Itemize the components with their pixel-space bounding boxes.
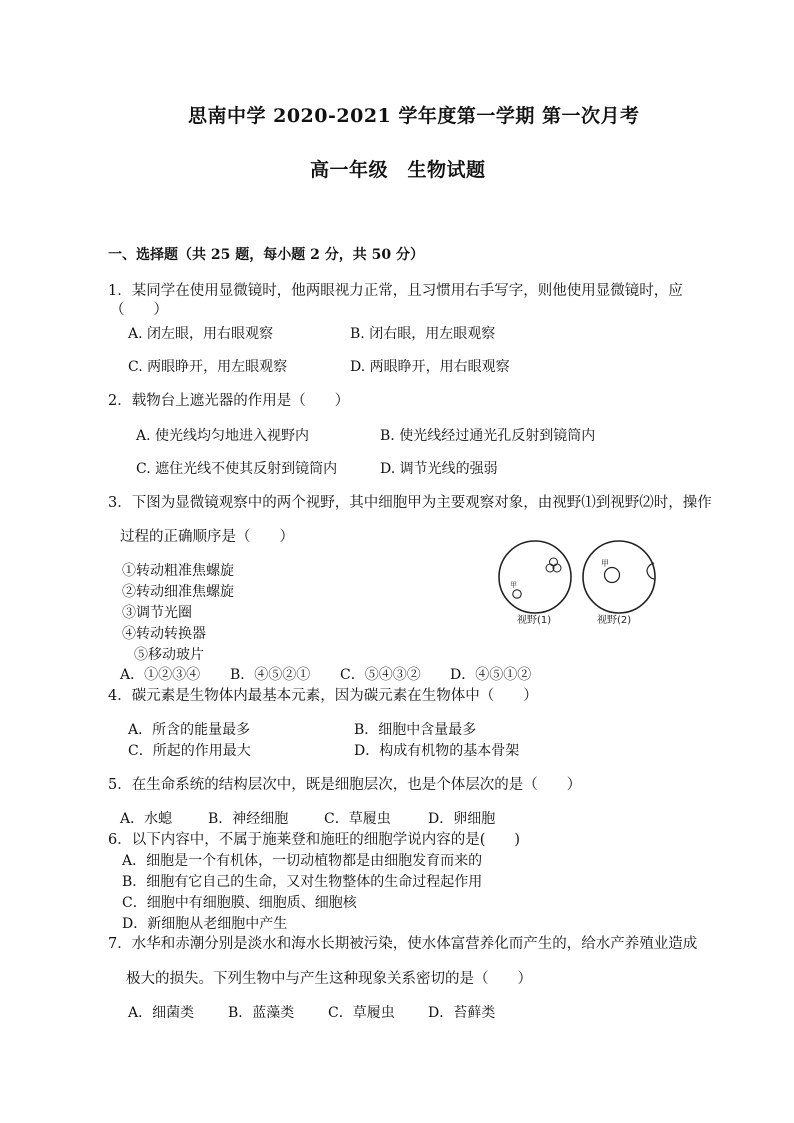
- step-item: ④转动转换器: [122, 626, 206, 642]
- option-c: C．草履虫: [328, 1005, 395, 1021]
- option-a: A. 闭左眼，用右眼观察: [128, 326, 274, 342]
- option-a: A．水螅: [120, 811, 173, 827]
- cell-jia-1: [513, 590, 521, 598]
- option-a: A．所含的能量最多: [128, 722, 251, 738]
- option-c: C．草履虫: [324, 811, 391, 827]
- option-d: D. 两眼睁开，用右眼观察: [350, 359, 510, 375]
- option-d: D．新细胞从老细胞中产生: [122, 916, 288, 932]
- field-1-label: 视野(1): [517, 615, 552, 626]
- cell-mark-1: 甲: [510, 581, 517, 589]
- question-stem: 5．在生命系统的结构层次中，既是细胞层次，也是个体层次的是（ ）: [108, 777, 582, 793]
- option-a: A．细菌类: [128, 1005, 195, 1021]
- field-2-label: 视野(2): [597, 615, 632, 626]
- cell-mark-2: 甲: [601, 559, 609, 568]
- option-c: C. 遮住光线不使其反射到镜筒内: [136, 461, 338, 477]
- option-d: D. 调节光线的强弱: [380, 461, 498, 477]
- option-c: C．⑤④③②: [340, 667, 421, 683]
- question-stem: 1．某同学在使用显微镜时，他两眼视力正常，且习惯用右手写字，则他使用显微镜时，应: [108, 283, 683, 299]
- question-stem: 4．碳元素是生物体内最基本元素，因为碳元素在生物体中（ ）: [108, 688, 538, 704]
- option-a: A. 使光线均匀地进入视野内: [136, 428, 310, 444]
- step-item: ⑤移动玻片: [134, 647, 204, 663]
- field-1-circle: [499, 541, 571, 613]
- question-stem-cont: 极大的损失。下列生物中与产生这种现象关系密切的是（ ）: [126, 971, 532, 987]
- option-b: B．④⑤②①: [230, 667, 311, 683]
- option-a: A．细胞是一个有机体，一切动植物都是由细胞发育而来的: [122, 853, 483, 869]
- option-a: A．①②③④: [120, 667, 201, 683]
- question-stem-cont: （ ）: [110, 302, 168, 318]
- option-b: B. 使光线经过通光孔反射到镜筒内: [380, 428, 596, 444]
- question-stem: 2．载物台上遮光器的作用是（ ）: [108, 393, 350, 409]
- cell-cluster: [550, 558, 558, 566]
- section-heading: 一、选择题（共 25 题，每小题 2 分，共 50 分）: [108, 247, 424, 263]
- exam-subtitle: 高一年级 生物试题: [310, 159, 486, 181]
- question-stem: 6．以下内容中，不属于施莱登和施旺的细胞学说内容的是( ): [108, 832, 521, 848]
- option-b: B．蓝藻类: [228, 1005, 295, 1021]
- question-stem: 7．水华和赤潮分别是淡水和海水长期被污染，使水体富营养化而产生的，给水产养殖业造成: [108, 936, 698, 952]
- exam-title: 思南中学 2020-2021 学年度第一学期 第一次月考: [188, 105, 640, 127]
- option-d: D．卵细胞: [428, 811, 496, 827]
- question-stem: 3．下图为显微镜观察中的两个视野，其中细胞甲为主要观察对象，由视野⑴到视野⑵时，操作: [108, 495, 712, 511]
- step-item: ②转动细准焦螺旋: [122, 584, 234, 600]
- option-c: C. 两眼睁开，用左眼观察: [128, 359, 288, 375]
- option-c: C．细胞中有细胞膜、细胞质、细胞核: [122, 895, 357, 911]
- step-item: ③调节光圈: [122, 605, 192, 621]
- step-item: ①转动粗准焦螺旋: [122, 563, 234, 579]
- option-b: B．细胞有它自己的生命，又对生物整体的生命过程起作用: [122, 874, 483, 890]
- option-c: C．所起的作用最大: [128, 743, 251, 759]
- microscope-fields-figure: [495, 535, 665, 635]
- option-d: D．④⑤①②: [450, 667, 532, 683]
- option-b: B. 闭右眼，用左眼观察: [350, 326, 496, 342]
- option-b: B．细胞中含量最多: [354, 722, 477, 738]
- option-d: D．构成有机物的基本骨架: [354, 743, 520, 759]
- cell-jia-2: [605, 568, 620, 583]
- question-stem-cont: 过程的正确顺序是（ ）: [120, 529, 294, 545]
- option-d: D．苔藓类: [428, 1005, 496, 1021]
- option-b: B．神经细胞: [208, 811, 289, 827]
